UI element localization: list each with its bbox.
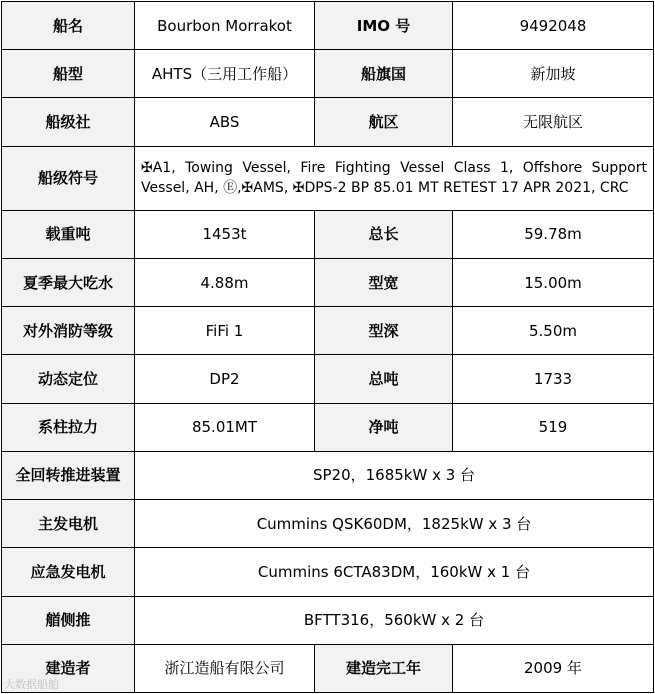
table-row (2, 210, 654, 258)
navigation-area-label: 航区 (315, 98, 453, 146)
ship-name-label: 船名 (2, 2, 135, 50)
dynamic-positioning-value: DP2 (135, 355, 315, 403)
watermark: 大数据船舶 (4, 678, 59, 691)
vessel-spec-table (1, 1, 654, 693)
flag-label: 船旗国 (315, 50, 453, 98)
firefighting-class-label: 对外消防等级 (2, 307, 135, 355)
class-notation-value: ✠A1, Towing Vessel, Fire Fighting Vessel Class 1, Offshore Support Vessel, AH, Ⓔ,✠AMS, ✠DPS-2 BP 85.01 MT RETEST 17 APR 2021, CRC (135, 146, 654, 210)
azimuth-propulsion-value: SP20，1685kW x 3 台 (135, 451, 654, 499)
summer-draft-value: 4.88m (135, 259, 315, 307)
gross-tonnage-label: 总吨 (315, 355, 453, 403)
net-tonnage-label: 净吨 (315, 403, 453, 451)
class-society-value: ABS (135, 98, 315, 146)
ship-type-value: AHTS（三用工作船） (135, 50, 315, 98)
ship-type-label: 船型 (2, 50, 135, 98)
table-row (2, 146, 654, 210)
table-row (2, 548, 654, 596)
depth-value: 5.50m (453, 307, 654, 355)
table-row (2, 644, 654, 692)
bollard-pull-value: 85.01MT (135, 403, 315, 451)
builder-value: 浙江造船有限公司 (135, 644, 315, 692)
flag-value: 新加坡 (453, 50, 654, 98)
build-year-value: 2009 年 (453, 644, 654, 692)
length-overall-value: 59.78m (453, 210, 654, 258)
bow-thruster-label: 艏侧推 (2, 596, 135, 644)
table-row (2, 355, 654, 403)
ship-name-value: Bourbon Morrakot (135, 2, 315, 50)
table-row (2, 500, 654, 548)
imo-label: IMO 号 (315, 2, 453, 50)
breadth-value: 15.00m (453, 259, 654, 307)
firefighting-class-value: FiFi 1 (135, 307, 315, 355)
table-row (2, 451, 654, 499)
navigation-area-value: 无限航区 (453, 98, 654, 146)
deadweight-label: 载重吨 (2, 210, 135, 258)
net-tonnage-value: 519 (453, 403, 654, 451)
build-year-label: 建造完工年 (315, 644, 453, 692)
gross-tonnage-value: 1733 (453, 355, 654, 403)
table-row (2, 98, 654, 146)
class-notation-label: 船级符号 (2, 146, 135, 210)
table-row (2, 596, 654, 644)
table-row (2, 259, 654, 307)
table-row (2, 403, 654, 451)
emergency-generator-value: Cummins 6CTA83DM，160kW x 1 台 (135, 548, 654, 596)
builder-label: 建造者 (2, 644, 135, 692)
deadweight-value: 1453t (135, 210, 315, 258)
class-society-label: 船级社 (2, 98, 135, 146)
bollard-pull-label: 系柱拉力 (2, 403, 135, 451)
depth-label: 型深 (315, 307, 453, 355)
table-row (2, 50, 654, 98)
main-generator-value: Cummins QSK60DM，1825kW x 3 台 (135, 500, 654, 548)
dynamic-positioning-label: 动态定位 (2, 355, 135, 403)
table-row (2, 2, 654, 50)
main-generator-label: 主发电机 (2, 500, 135, 548)
summer-draft-label: 夏季最大吃水 (2, 259, 135, 307)
imo-value: 9492048 (453, 2, 654, 50)
length-overall-label: 总长 (315, 210, 453, 258)
emergency-generator-label: 应急发电机 (2, 548, 135, 596)
bow-thruster-value: BFTT316，560kW x 2 台 (135, 596, 654, 644)
azimuth-propulsion-label: 全回转推进装置 (2, 451, 135, 499)
breadth-label: 型宽 (315, 259, 453, 307)
table-row (2, 307, 654, 355)
